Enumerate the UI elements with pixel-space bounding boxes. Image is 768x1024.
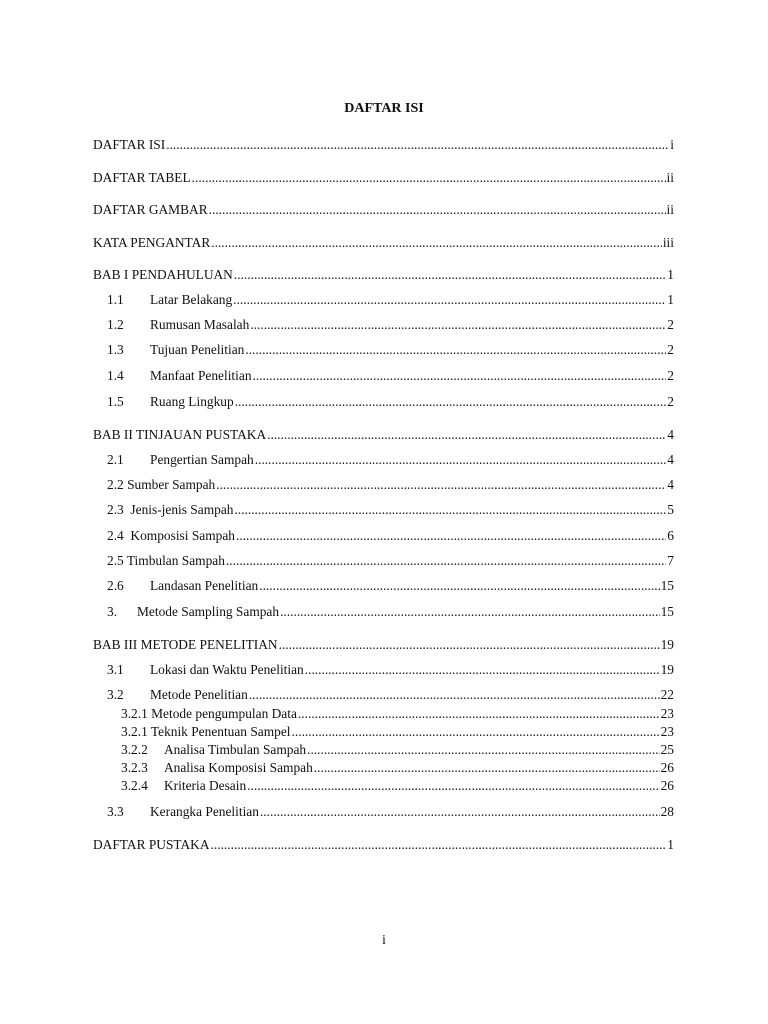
toc-entry-3-2-1-b[interactable] [121, 724, 674, 740]
toc-dot-leader [211, 837, 667, 853]
toc-dot-leader [298, 706, 660, 722]
toc-dot-leader [247, 778, 659, 794]
toc-entry-label: DAFTAR TABEL [93, 170, 191, 185]
toc-entry-3[interactable] [107, 604, 674, 620]
toc-entry-label: 2.2 Sumber Sampah [107, 477, 216, 492]
toc-entry-2-5[interactable] [107, 553, 674, 569]
toc-entry-page: 4 [667, 477, 674, 492]
toc-entry-page: 26 [660, 778, 674, 793]
toc-entry-page: 23 [660, 706, 674, 721]
toc-dot-leader [253, 368, 667, 384]
toc-entry-label: BAB I PENDAHULUAN [93, 267, 233, 282]
toc-entry-label: DAFTAR ISI [93, 137, 166, 152]
toc-entry-page: iii [662, 235, 674, 250]
toc-entry-page: 15 [660, 578, 674, 593]
toc-entry-page: 15 [660, 604, 674, 619]
toc-entry-label: BAB II TINJAUAN PUSTAKA [93, 427, 267, 442]
toc-dot-leader [233, 292, 666, 308]
toc-entry-daftar-pustaka[interactable] [93, 837, 674, 853]
toc-entry-3-2-3[interactable] [121, 760, 674, 776]
toc-entry-label: DAFTAR GAMBAR [93, 202, 208, 217]
toc-dot-leader [280, 604, 660, 620]
toc-entry-number: 3.2.3 [121, 760, 148, 775]
toc-entry-3-2-1-a[interactable] [121, 706, 674, 722]
toc-entry-label: Latar Belakang [150, 292, 233, 307]
toc-entry-page: 2 [667, 394, 674, 409]
toc-entry-page: 19 [660, 637, 674, 652]
toc-entry-1-2[interactable] [107, 317, 674, 333]
toc-entry-page: 1 [667, 267, 674, 282]
toc-entry-3-2-2[interactable] [121, 742, 674, 758]
toc-dot-leader [255, 452, 667, 468]
toc-entry-label: 2.5 Timbulan Sampah [107, 553, 225, 568]
toc-entry-daftar-tabel[interactable] [93, 170, 674, 186]
toc-entry-label: 3.2.1 Metode pengumpulan Data [121, 706, 297, 721]
toc-entry-label: Analisa Timbulan Sampah [164, 742, 307, 757]
toc-dot-leader [192, 170, 666, 186]
toc-entry-bab-1[interactable] [93, 267, 674, 283]
toc-dot-leader [292, 724, 660, 740]
toc-dot-leader [260, 804, 660, 820]
toc-entry-label: Kerangka Penelitian [150, 804, 259, 819]
toc-entry-kata-pengantar[interactable] [93, 235, 674, 251]
toc-entry-number: 2.6 [107, 578, 124, 593]
toc-entry-1-3[interactable] [107, 342, 674, 358]
toc-entry-label: DAFTAR PUSTAKA [93, 837, 210, 852]
toc-entry-label: Landasan Penelitian [150, 578, 259, 593]
toc-entry-label: Metode Sampling Sampah [137, 604, 280, 619]
toc-entry-label: KATA PENGANTAR [93, 235, 211, 250]
toc-entry-label: BAB III METODE PENELITIAN [93, 637, 278, 652]
toc-entry-number: 3.2 [107, 687, 124, 702]
toc-entry-number: 3. [107, 604, 118, 619]
toc-dot-leader [235, 394, 667, 410]
toc-entry-page: 7 [667, 553, 674, 568]
toc-entry-page: 2 [667, 368, 674, 383]
toc-entry-daftar-gambar[interactable] [93, 202, 674, 218]
toc-dot-leader [245, 342, 666, 358]
toc-dot-leader [226, 553, 666, 569]
toc-entry-number: 3.2.2 [121, 742, 148, 757]
toc-entry-page: 25 [660, 742, 674, 757]
toc-entry-label: Metode Penelitian [150, 687, 248, 702]
toc-entry-page: 28 [660, 804, 674, 819]
toc-entry-2-2[interactable] [107, 477, 674, 493]
toc-entry-label: Tujuan Penelitian [150, 342, 245, 357]
toc-entry-1-5[interactable] [107, 394, 674, 410]
toc-entry-label: 2.4 Komposisi Sampah [107, 528, 235, 543]
toc-entry-page: 5 [667, 502, 674, 517]
toc-entry-label: 3.2.1 Teknik Penentuan Sampel [121, 724, 291, 739]
toc-entry-1-1[interactable] [107, 292, 674, 308]
toc-dot-leader [305, 662, 660, 678]
toc-entry-page: 4 [667, 427, 674, 442]
toc-dot-leader [267, 427, 666, 443]
toc-dot-leader [236, 528, 666, 544]
toc-entry-3-2[interactable] [107, 687, 674, 703]
toc-entry-page: 4 [667, 452, 674, 467]
toc-dot-leader [279, 637, 660, 653]
toc-entry-3-1[interactable] [107, 662, 674, 678]
toc-entry-label: 2.3 Jenis-jenis Sampah [107, 502, 234, 517]
toc-entry-2-1[interactable] [107, 452, 674, 468]
toc-entry-bab-3[interactable] [93, 637, 674, 653]
toc-entry-number: 1.3 [107, 342, 124, 357]
toc-dot-leader [234, 502, 666, 518]
toc-entry-page: 1 [667, 292, 674, 307]
toc-entry-label: Lokasi dan Waktu Penelitian [150, 662, 304, 677]
toc-dot-leader [314, 760, 660, 776]
toc-entry-3-3[interactable] [107, 804, 674, 820]
toc-entry-page: 6 [667, 528, 674, 543]
toc-entry-number: 3.2.4 [121, 778, 148, 793]
toc-entry-number: 1.5 [107, 394, 124, 409]
toc-entry-label: Pengertian Sampah [150, 452, 254, 467]
toc-entry-2-3[interactable] [107, 502, 674, 518]
toc-entry-label: Ruang Lingkup [150, 394, 234, 409]
toc-dot-leader [166, 137, 669, 153]
toc-entry-label: Kriteria Desain [164, 778, 247, 793]
page-number: i [382, 932, 386, 947]
toc-entry-3-2-4[interactable] [121, 778, 674, 794]
toc-dot-leader [216, 477, 666, 493]
toc-entry-page: 1 [667, 837, 674, 852]
toc-entry-number: 1.1 [107, 292, 124, 307]
toc-entry-label: Rumusan Masalah [150, 317, 250, 332]
toc-entry-label: Analisa Komposisi Sampah [164, 760, 313, 775]
toc-entry-page: ii [666, 170, 674, 185]
toc-entry-page: 23 [660, 724, 674, 739]
toc-dot-leader [211, 235, 662, 251]
toc-entry-2-4[interactable] [107, 528, 674, 544]
toc-entry-label: Manfaat Penelitian [150, 368, 252, 383]
page-title: DAFTAR ISI [344, 101, 424, 116]
toc-entry-bab-2[interactable] [93, 427, 674, 443]
toc-dot-leader [249, 687, 660, 703]
toc-entry-number: 3.1 [107, 662, 124, 677]
toc-entry-page: 2 [667, 317, 674, 332]
toc-dot-leader [234, 267, 666, 283]
toc-dot-leader [259, 578, 659, 594]
toc-entry-page: 26 [660, 760, 674, 775]
toc-entry-2-6[interactable] [107, 578, 674, 594]
toc-entry-1-4[interactable] [107, 368, 674, 384]
toc-entry-page: i [670, 137, 674, 152]
toc-entry-daftar-isi[interactable] [93, 137, 674, 153]
toc-dot-leader [250, 317, 666, 333]
toc-entry-page: 22 [660, 687, 674, 702]
toc-entry-page: 2 [667, 342, 674, 357]
toc-dot-leader [307, 742, 660, 758]
toc-entry-number: 3.3 [107, 804, 124, 819]
toc-entry-number: 1.4 [107, 368, 124, 383]
toc-entry-page: ii [666, 202, 674, 217]
toc-dot-leader [209, 202, 666, 218]
toc-entry-page: 19 [660, 662, 674, 677]
toc-entry-number: 2.1 [107, 452, 124, 467]
toc-entry-number: 1.2 [107, 317, 124, 332]
